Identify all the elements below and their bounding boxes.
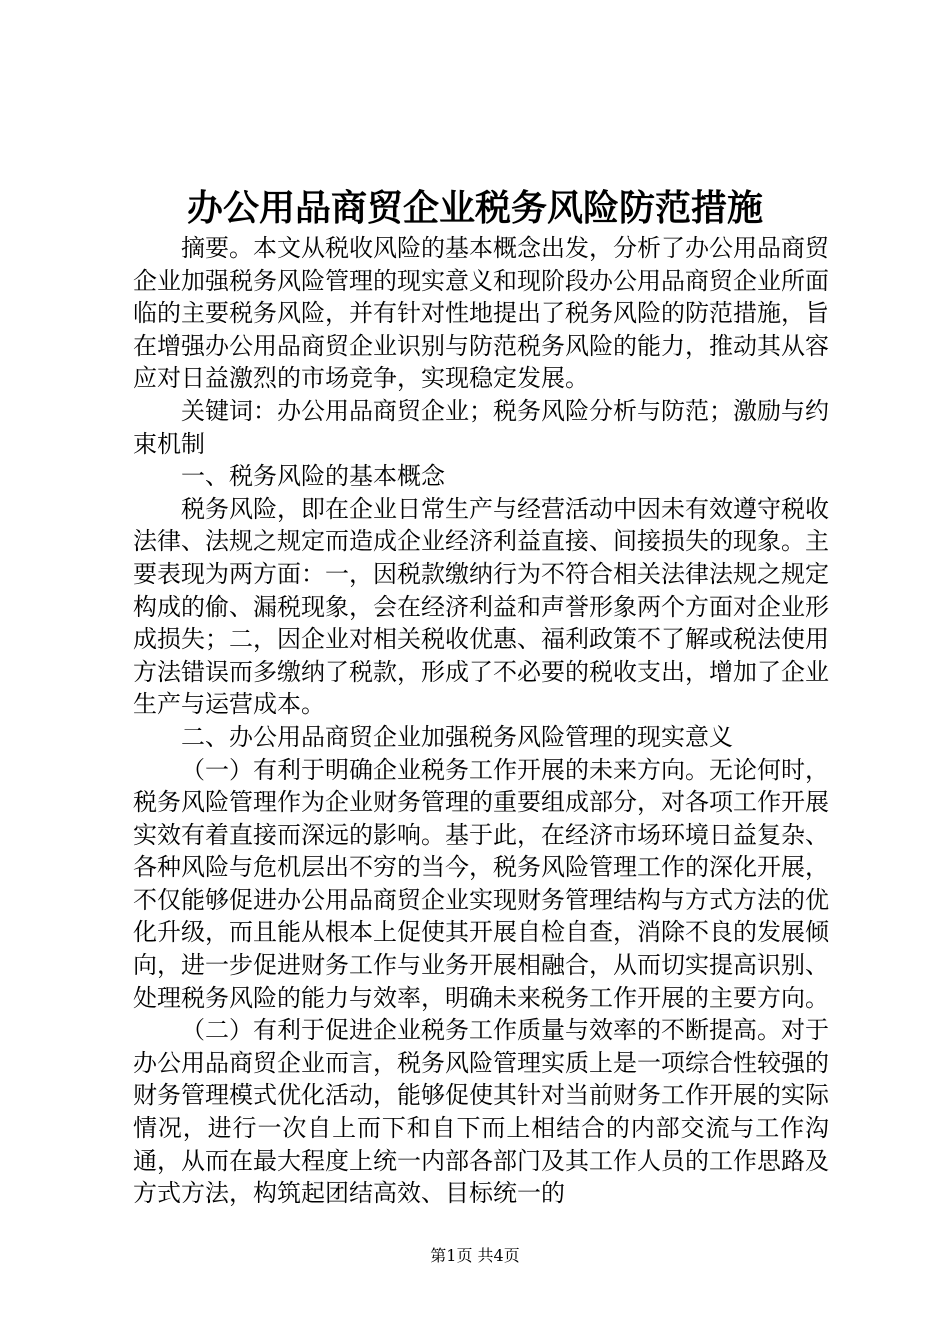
- body-paragraph: （一）有利于明确企业税务工作开展的未来方向。无论何时，税务风险管理作为企业财务管理的重要组成部分，对各项工作开展实效有着直接而深远的影响。基于此，在经济市场环境日益复杂、各种风险与危机层出不穷的当今，税务风险管理工作的深化开展，不仅能够促进办公用品商贸企业实现财务管理结构与方式方法的优化升级，而且能从根本上促使其开展自检自查，消除不良的发展倾向，进一步促进财务工作与业务开展相融合，从而切实提高识别、处理税务风险的能力与效率，明确未来税务工作开展的主要方向。: [133, 755, 829, 1012]
- body-paragraph: 税务风险，即在企业日常生产与经营活动中因未有效遵守税收法律、法规之规定而造成企业经济利益直接、间接损失的现象。主要表现为两方面：一，因税款缴纳行为不符合相关法律法规之规定构成的偷、漏税现象，会在经济利益和声誉形象两个方面对企业形成损失；二，因企业对相关税收优惠、福利政策不了解或税法使用方法错误而多缴纳了税款，形成了不必要的税收支出，增加了企业生产与运营成本。: [133, 494, 829, 719]
- document-title: 办公用品商贸企业税务风险防范措施: [186, 187, 763, 229]
- keywords-paragraph: 关键词：办公用品商贸企业；税务风险分析与防范；激励与约束机制: [133, 396, 829, 458]
- section-heading-2: 二、办公用品商贸企业加强税务风险管理的现实意义: [181, 722, 733, 751]
- document-body: [133, 232, 829, 1210]
- abstract-paragraph: 摘要。本文从税收风险的基本概念出发，分析了办公用品商贸企业加强税务风险管理的现实意义和现阶段办公用品商贸企业所面临的主要税务风险，并有针对性地提出了税务风险的防范措施，旨在增强办公用品商贸企业识别与防范税务风险的能力，推动其从容应对日益激烈的市场竞争，实现稳定发展。: [133, 234, 829, 393]
- body-paragraph: （二）有利于促进企业税务工作质量与效率的不断提高。对于办公用品商贸企业而言，税务风险管理实质上是一项综合性较强的财务管理模式优化活动，能够促使其针对当前财务工作开展的实际情况，进行一次自上而下和自下而上相结合的内部交流与工作沟通，从而在最大程度上统一内部各部门及其工作人员的工作思路及方式方法，构筑起团结高效、目标统一的: [133, 1016, 829, 1208]
- section-heading-1: 一、税务风险的基本概念: [181, 462, 445, 491]
- page-number-footer: 第1页 共4页: [430, 1246, 520, 1265]
